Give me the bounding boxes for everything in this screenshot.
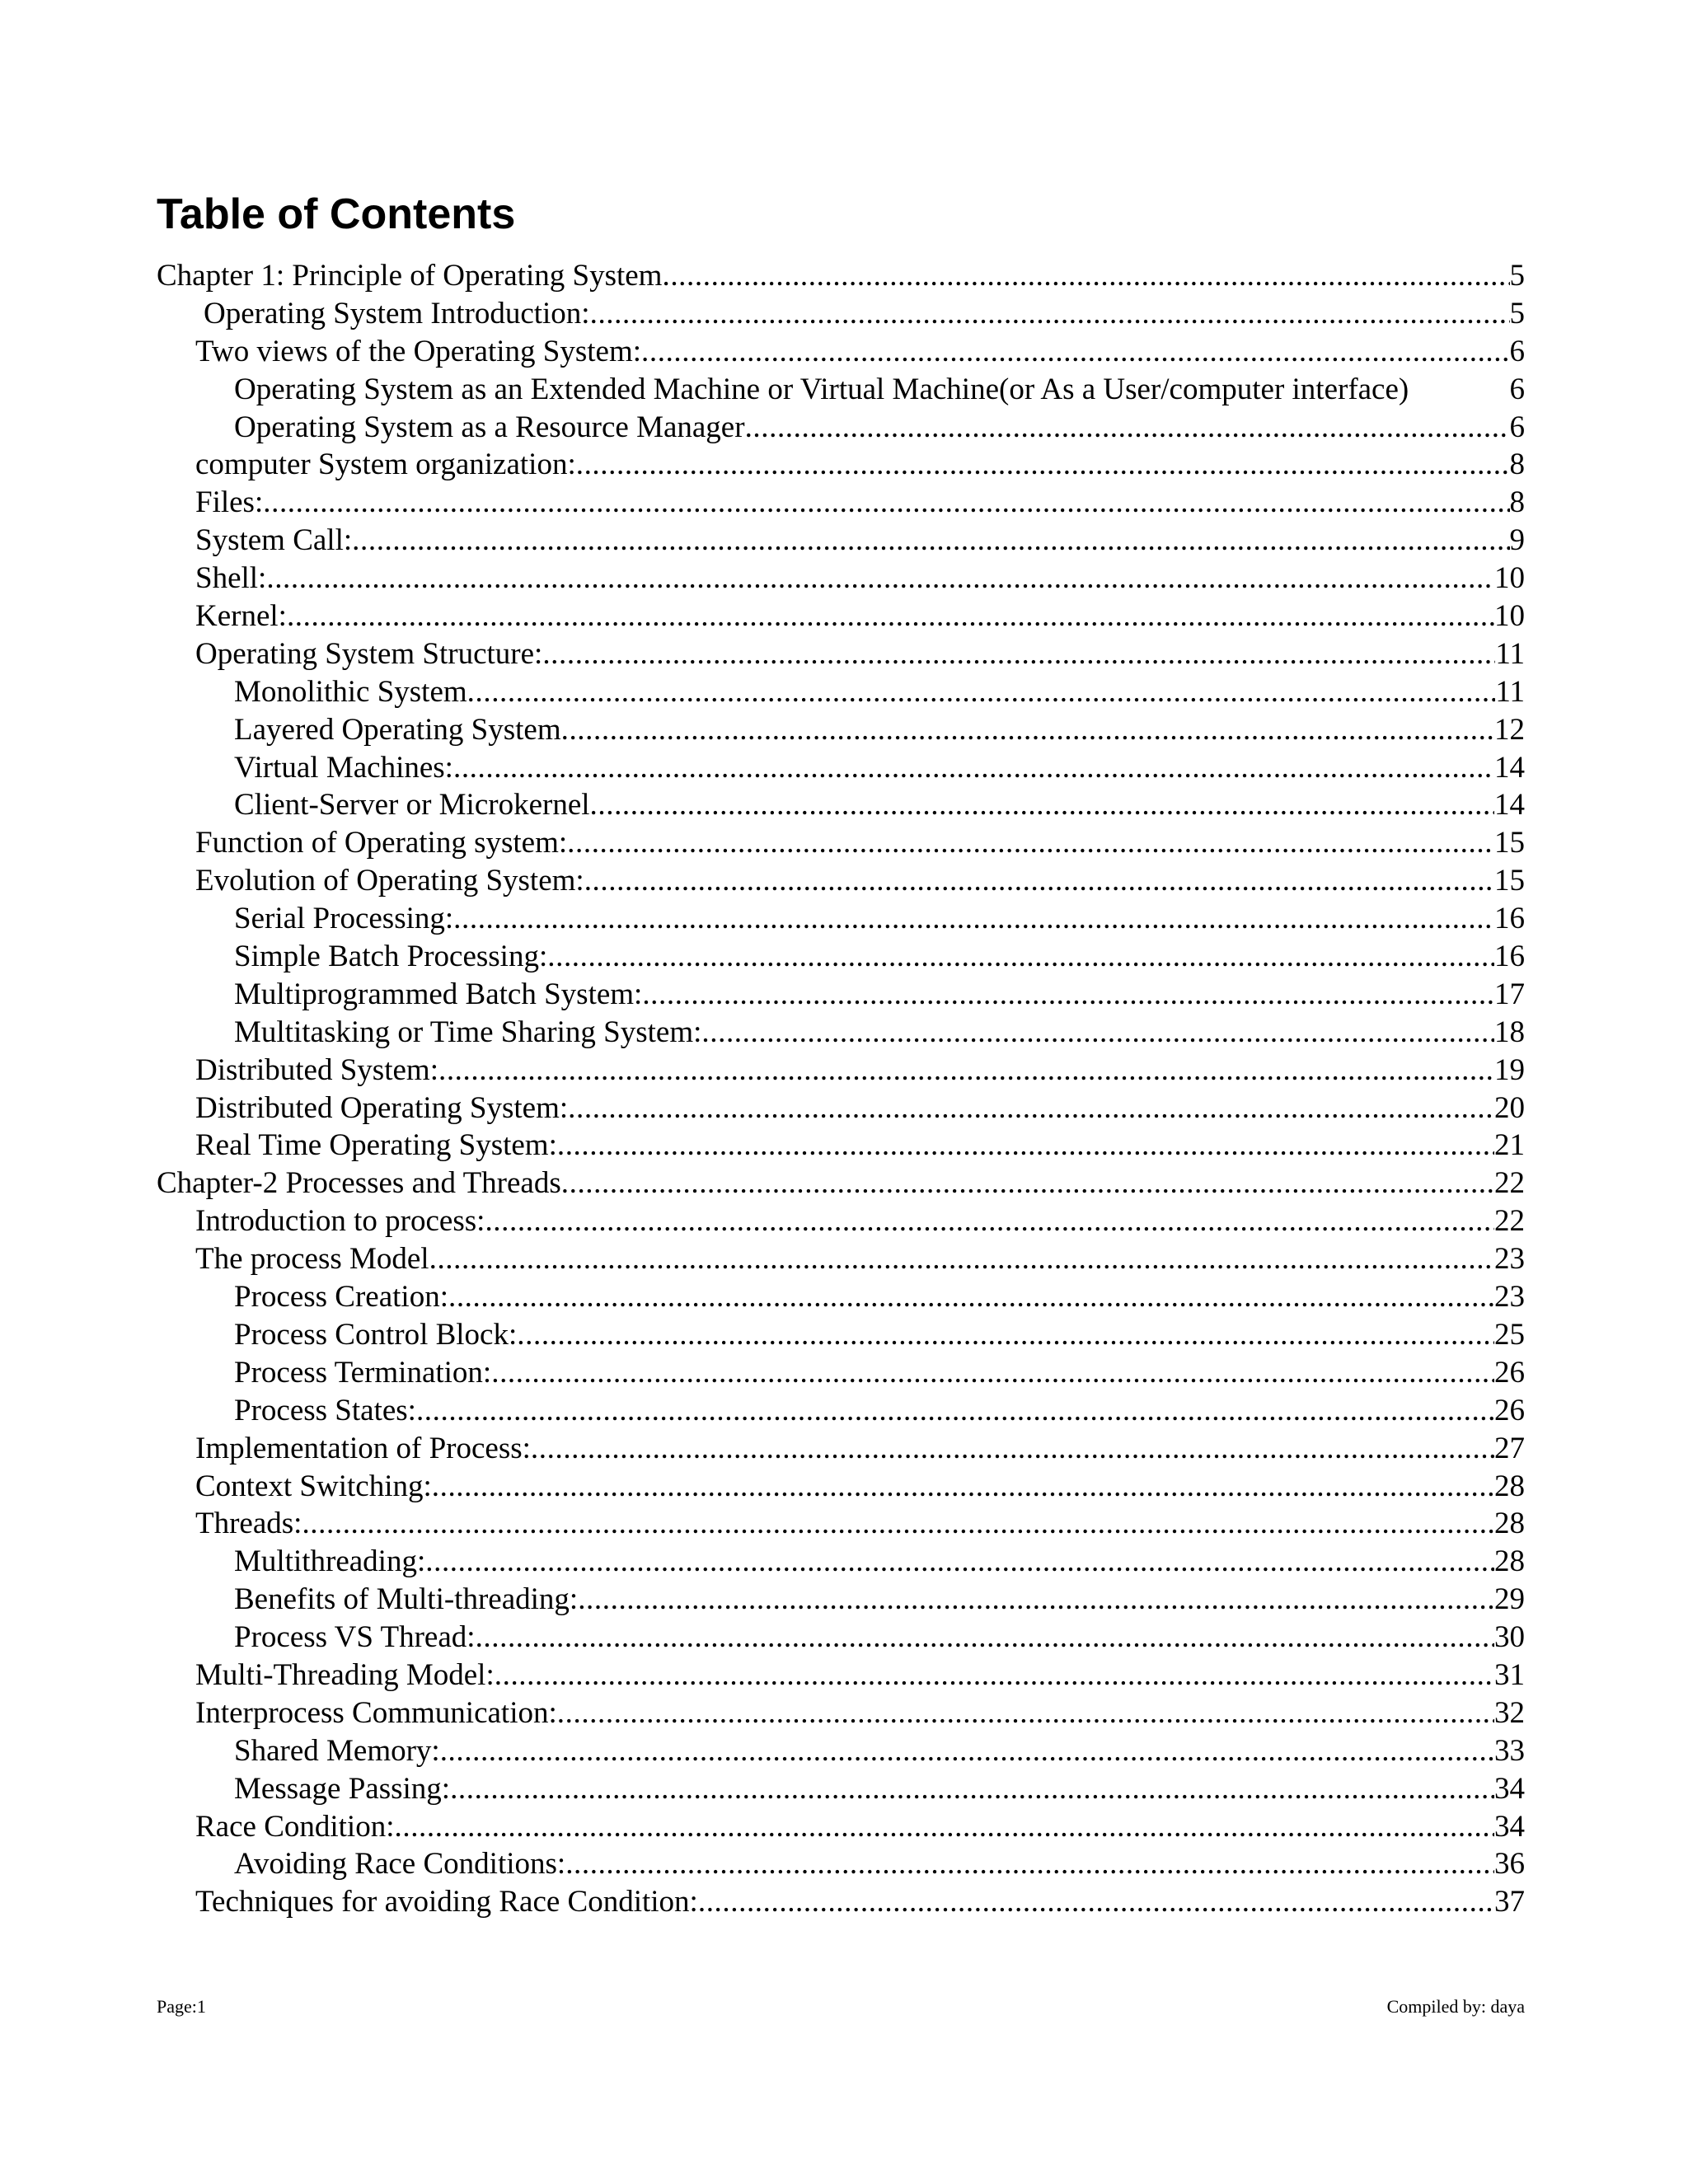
- toc-dot-leader: [429, 1240, 1494, 1278]
- toc-page-number: 27: [1494, 1431, 1525, 1465]
- toc-entry-title: Layered Operating System: [234, 712, 561, 747]
- toc-page-number: 32: [1494, 1695, 1525, 1730]
- toc-entry-title: Message Passing:: [234, 1771, 451, 1806]
- toc-page-number: 22: [1494, 1166, 1525, 1201]
- toc-dot-leader: [485, 1202, 1494, 1240]
- toc-dot-leader: [561, 1165, 1494, 1202]
- toc-dot-leader: [425, 1543, 1494, 1581]
- document-page: [157, 0, 1525, 2184]
- toc-entry-title: Operating System Structure:: [195, 636, 543, 671]
- toc-entry-title: Distributed Operating System:: [195, 1090, 569, 1125]
- toc-page-number: 34: [1494, 1771, 1525, 1806]
- toc-entry[interactable]: [157, 1014, 1525, 1052]
- toc-entry-title: Multithreading:: [234, 1544, 426, 1579]
- toc-dot-leader: [302, 1505, 1494, 1543]
- toc-page-number: 5: [1509, 296, 1525, 330]
- toc-entry-title: Shell:: [195, 561, 267, 596]
- toc-dot-leader: [438, 1052, 1494, 1090]
- toc-dot-leader: [476, 1619, 1494, 1657]
- toc-entry[interactable]: [157, 1619, 1525, 1657]
- toc-entry[interactable]: [157, 749, 1525, 787]
- toc-entry[interactable]: [157, 560, 1525, 598]
- toc-entry-title: Kernel:: [195, 599, 287, 634]
- toc-entry[interactable]: [157, 1165, 1525, 1202]
- toc-entry[interactable]: [157, 1240, 1525, 1278]
- toc-page-number: 11: [1495, 636, 1525, 671]
- toc-entry[interactable]: [157, 446, 1525, 484]
- toc-entry[interactable]: [157, 673, 1525, 711]
- toc-page-number: 29: [1494, 1582, 1525, 1617]
- toc-entry[interactable]: [157, 1316, 1525, 1354]
- toc-entry[interactable]: [157, 598, 1525, 635]
- page-title: Table of Contents: [157, 190, 516, 238]
- toc-dot-leader: [448, 1278, 1494, 1316]
- toc-page-number: 33: [1494, 1733, 1525, 1768]
- toc-entry-title: Benefits of Multi-threading:: [234, 1582, 579, 1617]
- toc-entry[interactable]: [157, 1581, 1525, 1619]
- toc-entry-title: Techniques for avoiding Race Condition:: [195, 1885, 698, 1919]
- toc-entry-title: Implementation of Process:: [195, 1431, 531, 1465]
- toc-entry[interactable]: [157, 862, 1525, 900]
- toc-entry-title: Context Switching:: [195, 1469, 432, 1503]
- toc-entry[interactable]: [157, 257, 1525, 295]
- toc-page-number: 10: [1494, 561, 1525, 596]
- toc-page-number: 25: [1494, 1317, 1525, 1352]
- toc-entry-title: Avoiding Race Conditions:: [234, 1847, 566, 1882]
- toc-entry-title: Operating System as an Extended Machine or Virtual Machine(or As a User/computer interface): [234, 372, 1409, 406]
- toc-page-number: 20: [1494, 1090, 1525, 1125]
- toc-entry-title: Evolution of Operating System:: [195, 864, 584, 898]
- toc-dot-leader: [561, 711, 1494, 749]
- toc-entry-title: Files:: [195, 485, 264, 520]
- toc-entry[interactable]: [157, 1052, 1525, 1090]
- toc-dot-leader: [701, 1014, 1494, 1052]
- toc-page-number: 18: [1494, 1015, 1525, 1049]
- toc-page-number: 6: [1509, 410, 1525, 444]
- toc-dot-leader: [467, 673, 1496, 711]
- toc-dot-leader: [491, 1354, 1494, 1392]
- toc-entry[interactable]: [157, 1694, 1525, 1732]
- toc-entry-title: Operating System as a Resource Manager: [234, 410, 745, 444]
- toc-page-number: 9: [1509, 523, 1525, 558]
- toc-dot-leader: [557, 1694, 1494, 1732]
- toc-entry[interactable]: [157, 333, 1525, 371]
- footer-page-number: Page:1: [157, 1996, 206, 2017]
- toc-entry-title: Interprocess Communication:: [195, 1695, 557, 1730]
- toc-dot-leader: [584, 862, 1494, 900]
- toc-entry[interactable]: [157, 900, 1525, 938]
- toc-entry[interactable]: [157, 824, 1525, 862]
- toc-page-number: 15: [1494, 864, 1525, 898]
- toc-page-number: 31: [1494, 1657, 1525, 1692]
- toc-entry-title: Client-Server or Microkernel: [234, 788, 590, 823]
- toc-dot-leader: [547, 938, 1494, 976]
- toc-page-number: 34: [1494, 1809, 1525, 1844]
- toc-entry[interactable]: [157, 1770, 1525, 1808]
- toc-entry-title: Process Control Block:: [234, 1317, 518, 1352]
- toc-page-number: 17: [1494, 977, 1525, 1011]
- toc-entry[interactable]: [157, 1127, 1525, 1165]
- toc-page-number: 12: [1494, 712, 1525, 747]
- toc-dot-leader: [745, 409, 1510, 447]
- toc-entry[interactable]: [157, 1202, 1525, 1240]
- toc-entry-title: Multitasking or Time Sharing System:: [234, 1015, 702, 1049]
- toc-entry-title: Serial Processing:: [234, 902, 454, 936]
- toc-page-number: 14: [1494, 750, 1525, 785]
- toc-entry[interactable]: [157, 786, 1525, 824]
- toc-entry-title: The process Model: [195, 1242, 429, 1277]
- toc-entry[interactable]: [157, 1278, 1525, 1316]
- toc-page-number: 36: [1494, 1847, 1525, 1882]
- toc-entry-title: Multiprogrammed Batch System:: [234, 977, 643, 1011]
- toc-page-number: 5: [1509, 259, 1525, 293]
- toc-page-number: 16: [1494, 902, 1525, 936]
- toc-dot-leader: [641, 333, 1509, 371]
- footer-compiled-by: Compiled by: daya: [1386, 1996, 1525, 2017]
- toc-dot-leader: [453, 900, 1494, 938]
- toc-entry-title: Operating System Introduction:: [204, 296, 590, 330]
- toc-page-number: 22: [1494, 1204, 1525, 1239]
- toc-entry[interactable]: [157, 1430, 1525, 1468]
- toc-page-number: 21: [1494, 1128, 1525, 1163]
- toc-dot-leader: [568, 1090, 1494, 1127]
- toc-entry[interactable]: [157, 1657, 1525, 1694]
- toc-entry[interactable]: [157, 295, 1525, 333]
- toc-entry-title: Threads:: [195, 1507, 302, 1541]
- toc-page-number: 23: [1494, 1280, 1525, 1315]
- toc-dot-leader: [416, 1392, 1494, 1430]
- toc-page-number: 8: [1509, 448, 1525, 482]
- toc-page-number: 28: [1494, 1544, 1525, 1579]
- toc-dot-leader: [590, 295, 1510, 333]
- toc-entry[interactable]: [157, 1543, 1525, 1581]
- toc-dot-leader: [440, 1732, 1494, 1770]
- toc-page-number: 14: [1494, 788, 1525, 823]
- toc-dot-leader: [531, 1430, 1494, 1468]
- toc-entry[interactable]: [157, 976, 1525, 1014]
- toc-page-number: 8: [1509, 485, 1525, 520]
- toc-entry-title: Shared Memory:: [234, 1733, 440, 1768]
- toc-dot-leader: [450, 1770, 1494, 1808]
- toc-entry-title: Chapter-2 Processes and Threads: [157, 1166, 561, 1201]
- toc-dot-leader: [495, 1657, 1494, 1694]
- toc-dot-leader: [662, 257, 1509, 295]
- toc-dot-leader: [590, 786, 1494, 824]
- toc-dot-leader: [352, 522, 1509, 560]
- toc-entry[interactable]: [157, 1808, 1525, 1846]
- toc-page-number: 23: [1494, 1242, 1525, 1277]
- toc-page-number: 37: [1494, 1885, 1525, 1919]
- toc-dot-leader: [542, 635, 1495, 673]
- toc-dot-leader: [432, 1468, 1494, 1506]
- toc-page-number: 15: [1494, 826, 1525, 860]
- toc-page-number: 6: [1509, 334, 1525, 368]
- toc-entry-title: Process VS Thread:: [234, 1620, 476, 1655]
- toc-dot-leader: [395, 1808, 1495, 1846]
- toc-entry[interactable]: [157, 1845, 1525, 1883]
- toc-entry[interactable]: [157, 1883, 1525, 1921]
- toc-page-number: 30: [1494, 1620, 1525, 1655]
- toc-entry-title: Two views of the Operating System:: [195, 334, 642, 368]
- toc-dot-leader: [565, 1845, 1494, 1883]
- toc-entry[interactable]: [157, 635, 1525, 673]
- toc-dot-leader: [287, 598, 1494, 635]
- toc-page-number: 6: [1509, 372, 1525, 406]
- toc-entry-title: Process Creation:: [234, 1280, 448, 1315]
- toc-dot-leader: [557, 1127, 1494, 1165]
- toc-page-number: 26: [1494, 1355, 1525, 1390]
- toc-entry-title: System Call:: [195, 523, 353, 558]
- toc-entry[interactable]: [157, 938, 1525, 976]
- toc-dot-leader: [266, 560, 1494, 598]
- toc-dot-leader: [576, 446, 1510, 484]
- toc-dot-leader: [698, 1883, 1494, 1921]
- toc-page-number: 10: [1494, 599, 1525, 634]
- toc-entry-title: Process States:: [234, 1393, 416, 1427]
- toc-entry-title: Race Condition:: [195, 1809, 395, 1844]
- toc-entry-title: Process Termination:: [234, 1355, 492, 1390]
- toc-dot-leader: [453, 749, 1494, 787]
- toc-dot-leader: [642, 976, 1494, 1014]
- toc-entry[interactable]: [157, 522, 1525, 560]
- toc-entry-title: Monolithic System: [234, 674, 467, 709]
- toc-entry[interactable]: [157, 409, 1525, 447]
- toc-page-number: 28: [1494, 1507, 1525, 1541]
- toc-entry[interactable]: [157, 371, 1525, 409]
- toc-entry-title: Multi-Threading Model:: [195, 1657, 495, 1692]
- toc-page-number: 19: [1494, 1052, 1525, 1087]
- toc-entry[interactable]: [157, 1354, 1525, 1392]
- toc-entry-title: Function of Operating system:: [195, 826, 568, 860]
- toc-entry[interactable]: [157, 711, 1525, 749]
- toc-entry-title: Real Time Operating System:: [195, 1128, 557, 1163]
- toc-entry[interactable]: [157, 484, 1525, 522]
- toc-entry-title: Distributed System:: [195, 1052, 438, 1087]
- toc-dot-leader: [517, 1316, 1494, 1354]
- toc-page-number: 26: [1494, 1393, 1525, 1427]
- toc-entry[interactable]: [157, 1392, 1525, 1430]
- toc-entry-title: Simple Batch Processing:: [234, 940, 548, 974]
- toc-entry[interactable]: [157, 1732, 1525, 1770]
- toc-dot-leader: [578, 1581, 1494, 1619]
- toc-entry-title: Virtual Machines:: [234, 750, 453, 785]
- toc-entry[interactable]: [157, 1090, 1525, 1127]
- toc-entry[interactable]: [157, 1505, 1525, 1543]
- toc-entry-title: Introduction to process:: [195, 1204, 485, 1239]
- toc-entry[interactable]: [157, 1468, 1525, 1506]
- toc-dot-leader: [567, 824, 1494, 862]
- toc-page-number: 11: [1495, 674, 1525, 709]
- toc-dot-leader: [263, 484, 1509, 522]
- toc-page-number: 16: [1494, 940, 1525, 974]
- toc-entry-title: Chapter 1: Principle of Operating System: [157, 259, 663, 293]
- toc-list: [157, 257, 1525, 1921]
- toc-page-number: 28: [1494, 1469, 1525, 1503]
- toc-entry-title: computer System organization:: [195, 448, 576, 482]
